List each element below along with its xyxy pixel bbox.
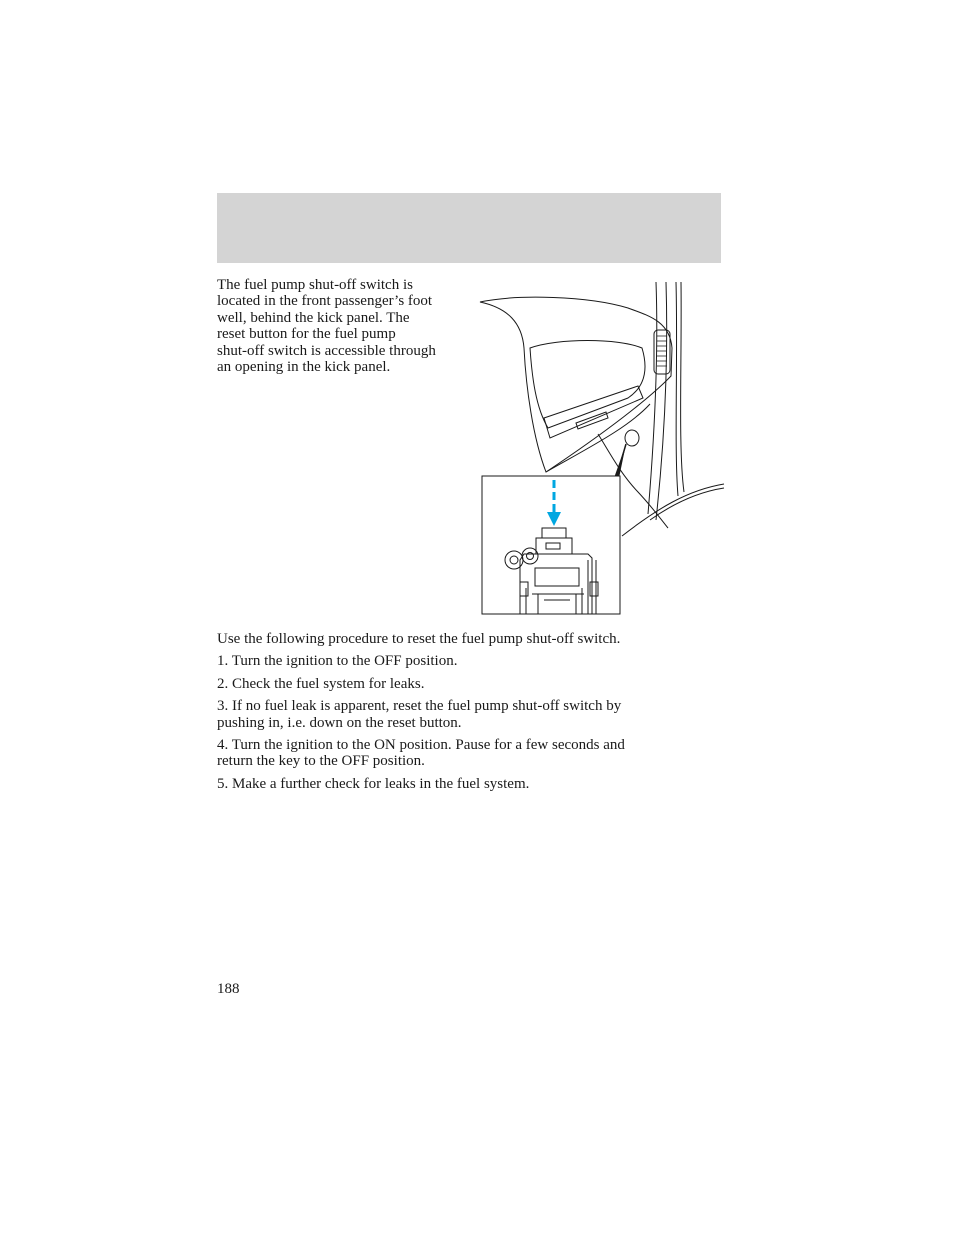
glove-box-inner bbox=[530, 341, 645, 429]
step-line: 4. Turn the ignition to the ON position. Pause for a few seconds and bbox=[217, 737, 625, 754]
reset-access-opening bbox=[625, 430, 639, 446]
section-header-bar bbox=[217, 193, 721, 263]
intro-line: located in the front passenger’s foot bbox=[217, 293, 433, 310]
procedure-step bbox=[217, 676, 721, 692]
kick-panel-illustration bbox=[478, 278, 726, 618]
switch-detail-inset bbox=[482, 476, 620, 614]
procedure-lead: Use the following procedure to reset the fuel pump shut-off switch. bbox=[217, 631, 621, 647]
glove-box-handle bbox=[576, 412, 608, 429]
glove-box-lid bbox=[544, 386, 643, 438]
intro-line: well, behind the kick panel. The bbox=[217, 309, 410, 326]
step-line: 3. If no fuel leak is apparent, reset the fuel pump shut-off switch by bbox=[217, 698, 622, 715]
step-line: pushing in, i.e. down on the reset button. bbox=[217, 714, 462, 731]
page-number: 188 bbox=[217, 981, 240, 997]
procedure-section bbox=[217, 631, 721, 792]
intro-line: shut-off switch is accessible through bbox=[217, 342, 436, 359]
procedure-step bbox=[217, 776, 721, 792]
step-line: 5. Make a further check for leaks in the fuel system. bbox=[217, 775, 530, 792]
intro-paragraph bbox=[217, 277, 473, 375]
dashboard-outline bbox=[480, 297, 672, 472]
intro-line: reset button for the fuel pump bbox=[217, 326, 396, 343]
step-line: 2. Check the fuel system for leaks. bbox=[217, 675, 425, 692]
intro-line: an opening in the kick panel. bbox=[217, 359, 391, 376]
procedure-step bbox=[217, 653, 721, 669]
step-line: return the key to the OFF position. bbox=[217, 753, 425, 770]
step-line: 1. Turn the ignition to the OFF position. bbox=[217, 653, 458, 670]
intro-line: The fuel pump shut-off switch is bbox=[217, 277, 413, 293]
procedure-step bbox=[217, 698, 721, 731]
procedure-step bbox=[217, 737, 721, 770]
